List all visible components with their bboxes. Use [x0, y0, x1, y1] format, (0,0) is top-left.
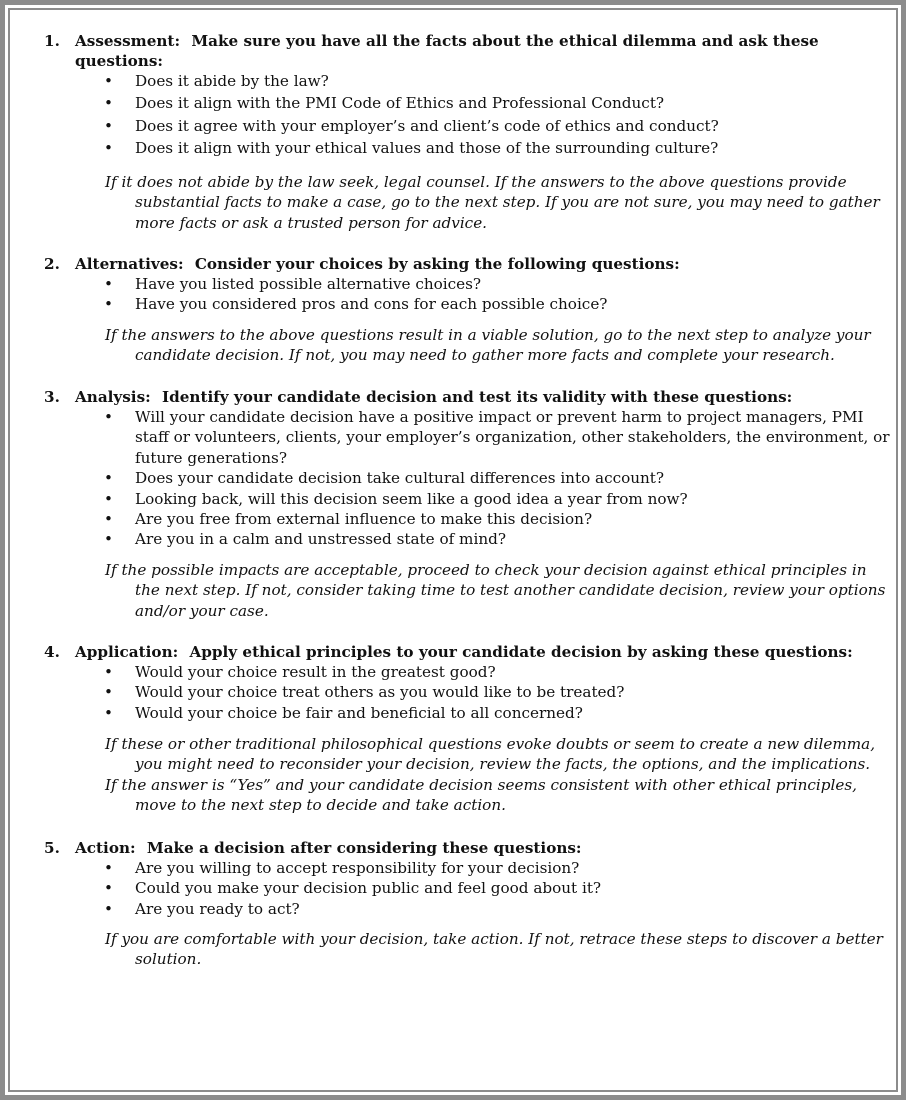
- list-item-text: Have you listed possible alternative choices?: [135, 275, 482, 293]
- list-item: [0, 899, 890, 919]
- question-list: [0, 71, 906, 159]
- step-heading-text: Make sure you have all the facts about the ethical dilemma and ask these questions:: [75, 32, 819, 71]
- step-heading: [75, 31, 845, 72]
- list-item-text: Could you make your decision public and feel good about it?: [135, 879, 602, 898]
- list-item: [0, 509, 890, 529]
- step-heading: [75, 838, 845, 858]
- bullet-icon: •: [104, 116, 113, 135]
- question-list: [0, 662, 906, 723]
- step-number: 1.: [44, 32, 60, 50]
- list-item-text: Would your choice be fair and beneficial to all concerned?: [135, 703, 583, 722]
- list-item: [0, 407, 890, 468]
- list-item-text: Looking back, will this decision seem like a good idea a year from now?: [135, 489, 688, 508]
- list-item-text: Have you considered pros and cons for each possible choice?: [135, 295, 608, 314]
- bullet-icon: •: [104, 703, 113, 722]
- bullet-icon: •: [104, 879, 113, 898]
- list-item: [0, 138, 890, 158]
- bullet-icon: •: [104, 663, 113, 681]
- step-note: [105, 560, 895, 621]
- list-item-text: Are you free from external influence to make this decision?: [135, 510, 593, 529]
- step-heading-text: Apply ethical principles to your candidate decision by asking these questions:: [189, 643, 853, 661]
- list-item: [0, 858, 890, 878]
- list-item-text: Would your choice result in the greatest good?: [135, 663, 496, 681]
- list-item-text: Are you in a calm and unstressed state of mind?: [135, 530, 506, 549]
- step-heading-text: Consider your choices by asking the following questions:: [194, 255, 680, 273]
- list-item-text: Does it abide by the law?: [135, 72, 329, 90]
- list-item: [0, 274, 890, 294]
- step-heading: [75, 642, 895, 662]
- list-item: [0, 703, 890, 723]
- bullet-icon: •: [104, 408, 113, 426]
- list-item: [0, 878, 890, 898]
- list-item: [0, 116, 890, 136]
- step-label: Analysis:: [75, 388, 151, 406]
- note-text: If it does not abide by the law seek, legal counsel. If the answers to the above questions provide substantial facts to make a case, go to the next step. If you are not sure, you may need to gather more facts or ask a trusted person for advice.: [105, 173, 880, 232]
- step-label: Alternatives:: [75, 255, 184, 273]
- step-heading-text: Identify your candidate decision and test its validity with these questions:: [162, 388, 793, 406]
- list-item: [0, 489, 890, 509]
- step-number: 4.: [44, 643, 60, 661]
- bullet-icon: •: [104, 899, 113, 918]
- bullet-icon: •: [104, 295, 113, 314]
- bullet-icon: •: [104, 139, 113, 158]
- step-note: [105, 325, 895, 366]
- list-item: [0, 662, 890, 682]
- bullet-icon: •: [104, 469, 113, 488]
- note-text: If the possible impacts are acceptable, proceed to check your decision against ethical principles in the next step. If not, consider taking time to test another candidate decision, review your options and/or your case.: [105, 561, 886, 620]
- step-note: [105, 172, 895, 233]
- bullet-icon: •: [104, 72, 113, 90]
- question-list: [0, 858, 906, 919]
- list-item: [0, 682, 890, 702]
- bullet-icon: •: [104, 94, 113, 113]
- step-label: Assessment:: [75, 32, 181, 50]
- step-note: [105, 929, 895, 970]
- question-list: [0, 407, 906, 550]
- bullet-icon: •: [104, 275, 113, 293]
- list-item: [0, 71, 890, 91]
- list-item-text: Would your choice treat others as you would like to be treated?: [135, 683, 625, 702]
- note-text: If you are comfortable with your decision, take action. If not, retrace these steps to discover a better solution.: [105, 930, 883, 969]
- step-heading-text: Make a decision after considering these questions:: [146, 839, 582, 857]
- list-item-text: Are you ready to act?: [135, 899, 300, 918]
- step-label: Action:: [75, 839, 136, 857]
- step-number: 3.: [44, 388, 60, 406]
- list-item-text: Are you willing to accept responsibility for your decision?: [135, 859, 580, 877]
- list-item: [0, 93, 890, 113]
- note-text: If the answer is “Yes” and your candidate decision seems consistent with other ethical principles, move to the next step to decide and take action.: [105, 775, 857, 815]
- list-item-text: Does it agree with your employer’s and client’s code of ethics and conduct?: [135, 116, 719, 135]
- bullet-icon: •: [104, 859, 113, 877]
- step-number: 5.: [44, 839, 60, 857]
- list-item-text: Will your candidate decision have a positive impact or prevent harm to project managers, PMI staff or volunteers, clients, your employer’s organization, other stakeholders, the environment, or future generations?: [135, 408, 890, 467]
- step-note: [105, 734, 895, 816]
- step-heading: [75, 254, 845, 274]
- step-number: 2.: [44, 255, 60, 273]
- bullet-icon: •: [104, 530, 113, 549]
- bullet-icon: •: [104, 510, 113, 529]
- step-heading: [75, 387, 845, 407]
- list-item-text: Does it align with the PMI Code of Ethics and Professional Conduct?: [135, 94, 665, 113]
- list-item-text: Does it align with your ethical values and those of the surrounding culture?: [135, 139, 719, 158]
- note-text: If these or other traditional philosophical questions evoke doubts or seem to create a new dilemma, you might need to reconsider your decision, review the facts, the options, and the implications.: [105, 735, 876, 774]
- list-item-text: Does your candidate decision take cultural differences into account?: [135, 469, 665, 488]
- bullet-icon: •: [104, 489, 113, 508]
- note-text: If the answers to the above questions result in a viable solution, go to the next step to analyze your candidate decision. If not, you may need to gather more facts and complete your research.: [105, 326, 871, 365]
- list-item: [0, 468, 890, 488]
- list-item: [0, 294, 890, 314]
- step-label: Application:: [75, 643, 179, 661]
- question-list: [0, 274, 906, 315]
- bullet-icon: •: [104, 683, 113, 702]
- list-item: [0, 529, 890, 549]
